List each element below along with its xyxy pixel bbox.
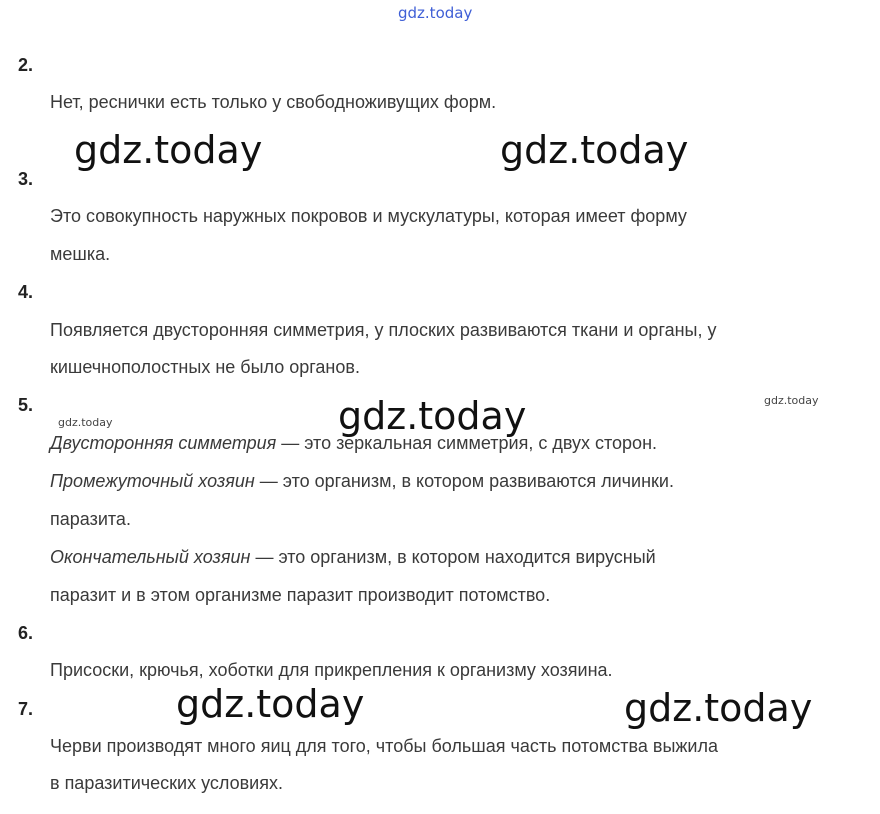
definition-text: — это зеркальная симметрия, с двух сторон. bbox=[276, 433, 658, 453]
definition-text: — это организм, в котором развиваются личинки. bbox=[254, 471, 674, 491]
item-number: 7. bbox=[18, 699, 34, 719]
definition-line bbox=[50, 585, 550, 606]
definition-term: Промежуточный хозяин bbox=[50, 471, 255, 491]
definition-term: Окончательный хозяин bbox=[50, 547, 251, 567]
definition-text: паразита. bbox=[50, 509, 131, 529]
watermark-small: gdz.today bbox=[764, 394, 819, 407]
answer-text: Появляется двусторонняя симметрия, у плоских развиваются ткани и органы, у bbox=[50, 320, 717, 340]
definition-text: паразит и в этом организме паразит производит потомство. bbox=[50, 585, 551, 605]
item-number: 5. bbox=[18, 395, 34, 415]
answer-text: Черви производят много яиц для того, чтобы большая часть потомства выжила bbox=[50, 736, 719, 756]
definition-term: Двусторонняя симметрия bbox=[50, 433, 277, 453]
answer-text: Это совокупность наружных покровов и мускулатуры, которая имеет форму bbox=[50, 206, 687, 226]
definition-line bbox=[50, 433, 657, 454]
definition-text: — это организм, в котором находится вирусный bbox=[250, 547, 656, 567]
definition-line bbox=[50, 471, 674, 492]
answer-text: мешка. bbox=[50, 244, 111, 264]
answer-text: Присоски, крючья, хоботки для прикрепления к организму хозяина. bbox=[50, 660, 613, 680]
watermark-top: gdz.today bbox=[398, 4, 473, 22]
watermark: gdz.today bbox=[500, 128, 689, 172]
item-number: 6. bbox=[18, 623, 34, 643]
watermark: gdz.today bbox=[624, 686, 813, 730]
answer-text: кишечнополостных не было органов. bbox=[50, 357, 360, 377]
item-number: 3. bbox=[18, 169, 34, 189]
item-number: 4. bbox=[18, 282, 34, 302]
definition-line bbox=[50, 509, 131, 530]
watermark: gdz.today bbox=[74, 128, 263, 172]
answer-text: в паразитических условиях. bbox=[50, 773, 283, 793]
watermark: gdz.today bbox=[176, 682, 365, 726]
item-number: 2. bbox=[18, 55, 34, 75]
definition-line bbox=[50, 547, 656, 568]
watermark-small: gdz.today bbox=[58, 416, 113, 429]
watermark: gdz.today bbox=[338, 394, 527, 438]
answer-text: Нет, реснички есть только у свободноживущих форм. bbox=[50, 92, 497, 112]
